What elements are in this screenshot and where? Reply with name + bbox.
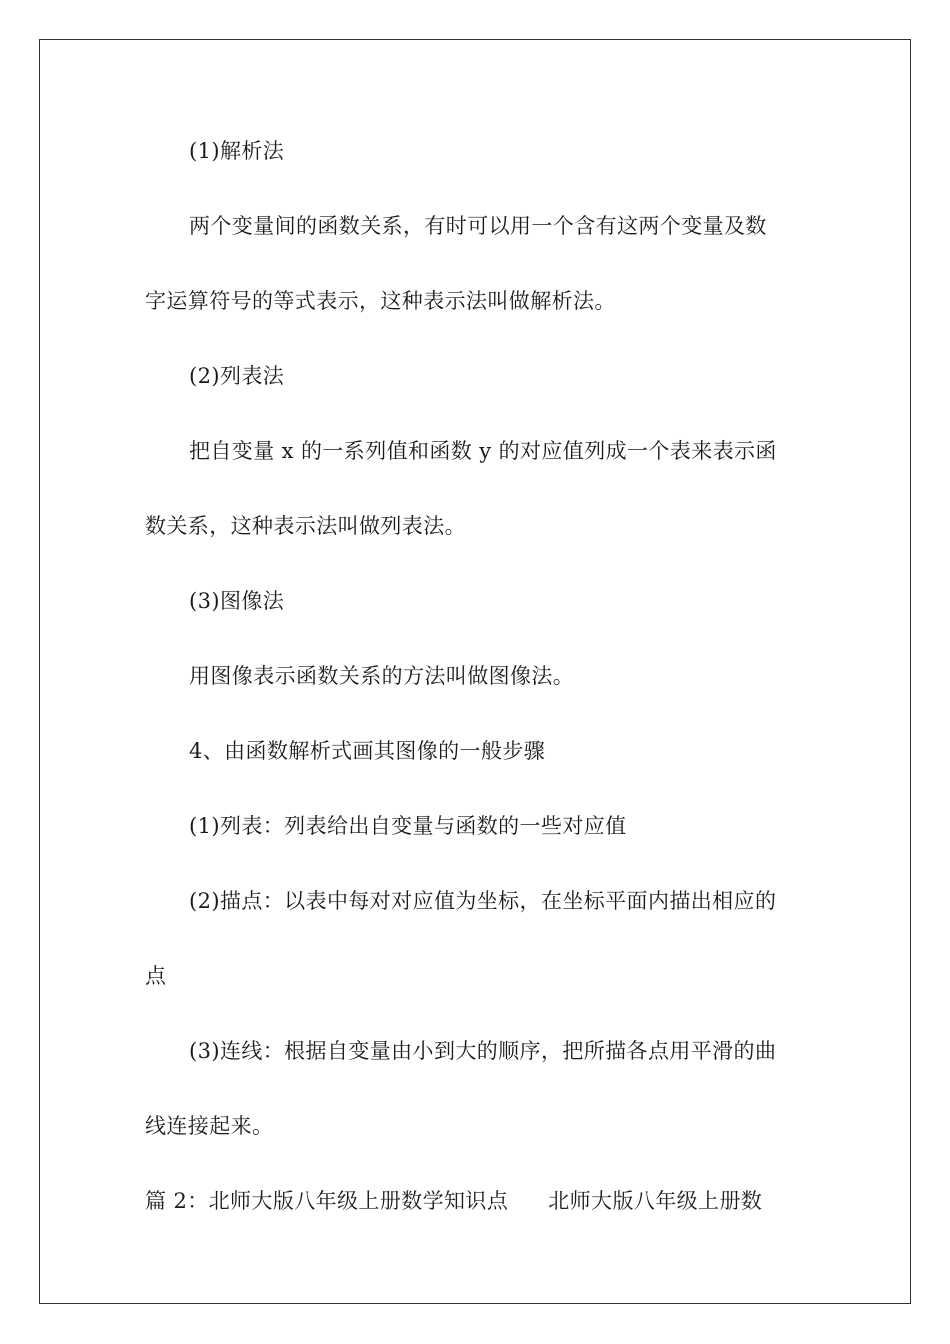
paragraph-line: 线连接起来。: [145, 1114, 274, 1138]
step-item: (1)列表：列表给出自变量与函数的一些对应值: [189, 814, 627, 838]
heading-table-method: (2)列表法: [189, 364, 285, 388]
paragraph-line: 两个变量间的函数关系，有时可以用一个含有这两个变量及数: [189, 214, 767, 238]
next-article-subtitle: 北师大版八年级上册数: [548, 1189, 763, 1213]
heading-graph-method: (3)图像法: [189, 589, 285, 613]
heading-analytic-method: (1)解析法: [189, 139, 285, 163]
paragraph-line: 点: [145, 964, 167, 988]
paragraph-line: 数关系，这种表示法叫做列表法。: [145, 514, 466, 538]
section-heading-steps: 4、由函数解析式画其图像的一般步骤: [189, 739, 546, 763]
step-item: (3)连线：根据自变量由小到大的顺序，把所描各点用平滑的曲: [189, 1039, 777, 1063]
paragraph-line: 字运算符号的等式表示，这种表示法叫做解析法。: [145, 289, 616, 313]
paragraph-line: 用图像表示函数关系的方法叫做图像法。: [189, 664, 575, 688]
next-article-line: [145, 1187, 762, 1215]
next-article-title: 篇 2：北师大版八年级上册数学知识点: [145, 1189, 509, 1213]
step-item: (2)描点：以表中每对对应值为坐标，在坐标平面内描出相应的: [189, 889, 777, 913]
paragraph-line: 把自变量 x 的一系列值和函数 y 的对应值列成一个表来表示函: [189, 439, 777, 463]
